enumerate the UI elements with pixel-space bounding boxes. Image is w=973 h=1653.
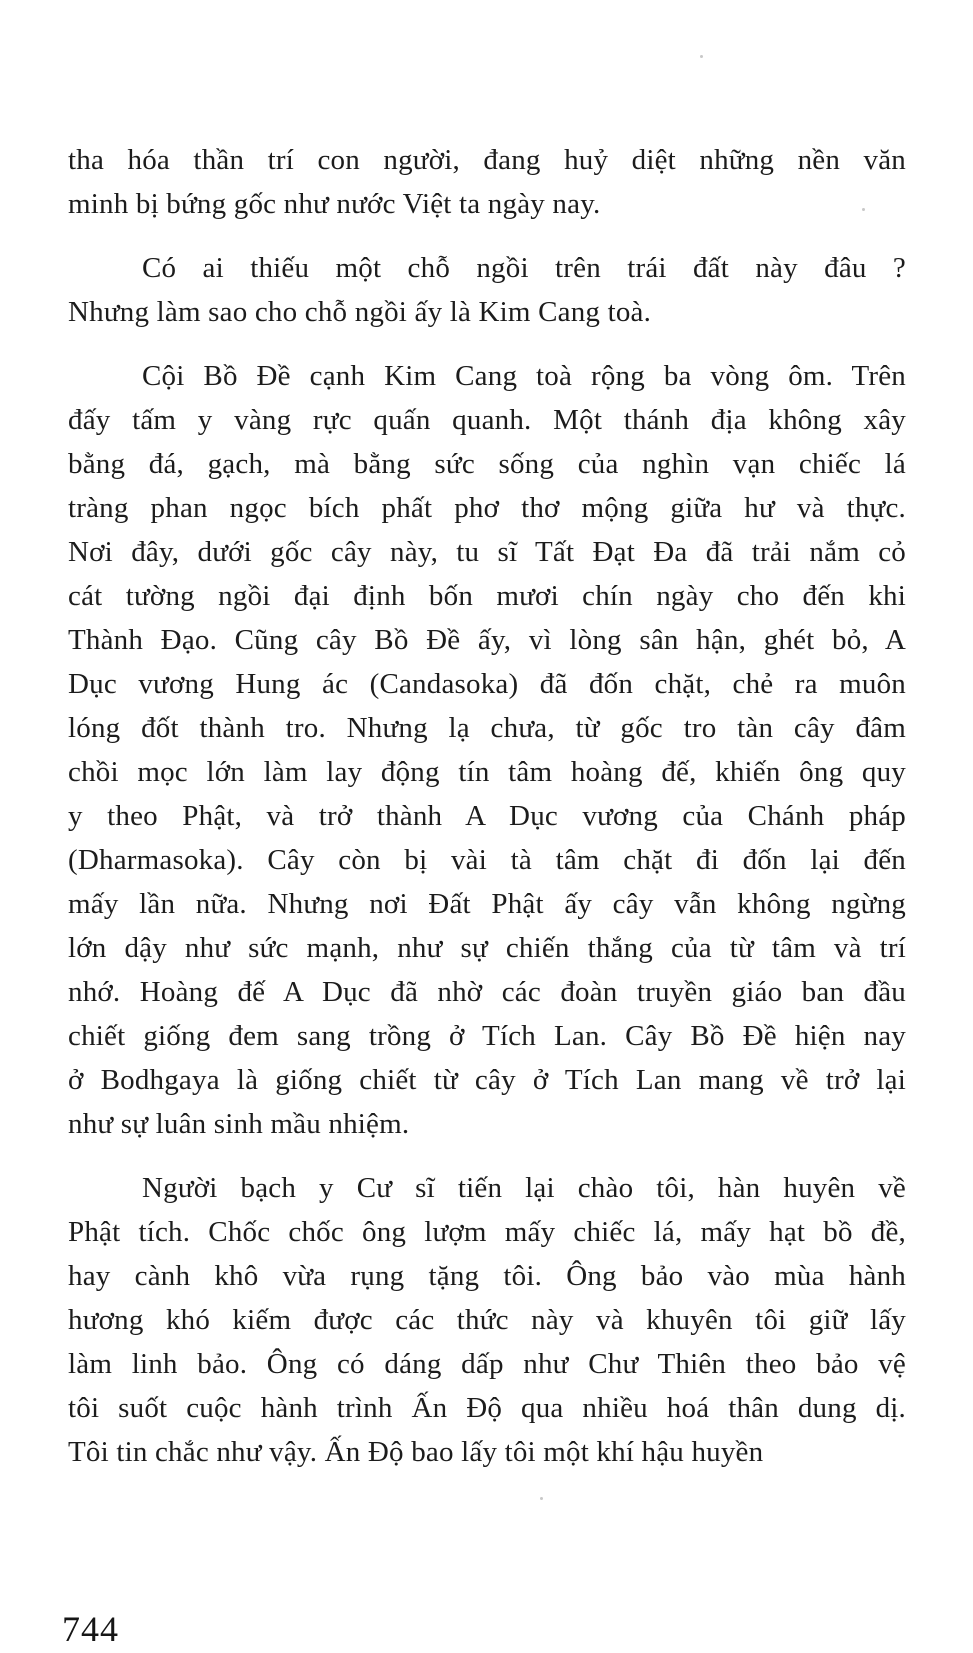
paragraph — [68, 354, 906, 1146]
text-line: như sự luân sinh mầu nhiệm. — [68, 1108, 410, 1140]
paragraph — [68, 138, 906, 226]
text-line: làm linh bảo. Ông có dáng dấp như Chư Thiên theo bảo vệ — [68, 1348, 906, 1380]
text-line: ở Bodhgaya là giống chiết từ cây ở Tích Lan mang về trở lại — [68, 1064, 906, 1096]
text-line: Người bạch y Cư sĩ tiến lại chào tôi, hàn huyên về — [142, 1172, 906, 1204]
text-line: cát tường ngồi đại định bốn mươi chín ngày cho đến khi — [68, 580, 906, 612]
scan-speck — [862, 208, 865, 211]
page-number: 744 — [62, 1609, 119, 1649]
text-line: tôi suốt cuộc hành trình Ấn Độ qua nhiều hoá thân dung dị. — [68, 1392, 906, 1424]
text-line: Tôi tin chắc như vậy. Ấn Độ bao lấy tôi một khí hậu huyền — [68, 1436, 764, 1468]
text-line: Cội Bồ Đề cạnh Kim Cang toà rộng ba vòng ôm. Trên — [142, 360, 906, 392]
text-line: chồi mọc lớn làm lay động tín tâm hoàng đế, khiến ông quy — [68, 756, 906, 788]
text-line: lớn dậy như sức mạnh, như sự chiến thắng của từ tâm và trí — [68, 932, 906, 964]
text-line: Phật tích. Chốc chốc ông lượm mấy chiếc lá, mấy hạt bồ đề, — [68, 1216, 906, 1248]
text-line: nhớ. Hoàng đế A Dục đã nhờ các đoàn truyền giáo ban đầu — [68, 976, 906, 1008]
scan-speck — [700, 55, 703, 58]
paragraph — [68, 246, 906, 334]
text-line: Thành Đạo. Cũng cây Bồ Đề ấy, vì lòng sân hận, ghét bỏ, A — [68, 624, 906, 656]
text-line: mấy lần nữa. Nhưng nơi Đất Phật ấy cây vẫn không ngừng — [68, 888, 906, 920]
text-line: Nhưng làm sao cho chỗ ngồi ấy là Kim Cang toà. — [68, 296, 652, 328]
text-line: Nơi đây, dưới gốc cây này, tu sĩ Tất Đạt Đa đã trải nắm cỏ — [68, 536, 906, 568]
paragraph — [68, 1166, 906, 1474]
text-line: lóng đốt thành tro. Nhưng lạ chưa, từ gốc tro tàn cây đâm — [68, 712, 906, 744]
scan-speck — [540, 1497, 543, 1500]
text-line: (Dharmasoka). Cây còn bị vài tà tâm chặt đi đốn lại đến — [68, 844, 906, 876]
text-line: y theo Phật, và trở thành A Dục vương của Chánh pháp — [68, 800, 906, 832]
text-line: minh bị bứng gốc như nước Việt ta ngày nay. — [68, 188, 601, 220]
text-line: đấy tấm y vàng rực quấn quanh. Một thánh địa không xây — [68, 404, 906, 436]
text-line: Có ai thiếu một chỗ ngồi trên trái đất này đâu ? — [142, 252, 906, 284]
page-body — [68, 138, 906, 1474]
text-line: chiết giống đem sang trồng ở Tích Lan. Cây Bồ Đề hiện nay — [68, 1020, 906, 1052]
text-line: hay cành khô vừa rụng tặng tôi. Ông bảo vào mùa hành — [68, 1260, 906, 1292]
text-line: Dục vương Hung ác (Candasoka) đã đốn chặt, chẻ ra muôn — [68, 668, 906, 700]
text-line: tràng phan ngọc bích phất phơ thơ mộng giữa hư và thực. — [68, 492, 906, 524]
text-line: hương khó kiếm được các thức này và khuyên tôi giữ lấy — [68, 1304, 906, 1336]
text-line: bằng đá, gạch, mà bằng sức sống của nghìn vạn chiếc lá — [68, 448, 906, 480]
text-line: tha hóa thần trí con người, đang huỷ diệt những nền văn — [68, 144, 906, 176]
